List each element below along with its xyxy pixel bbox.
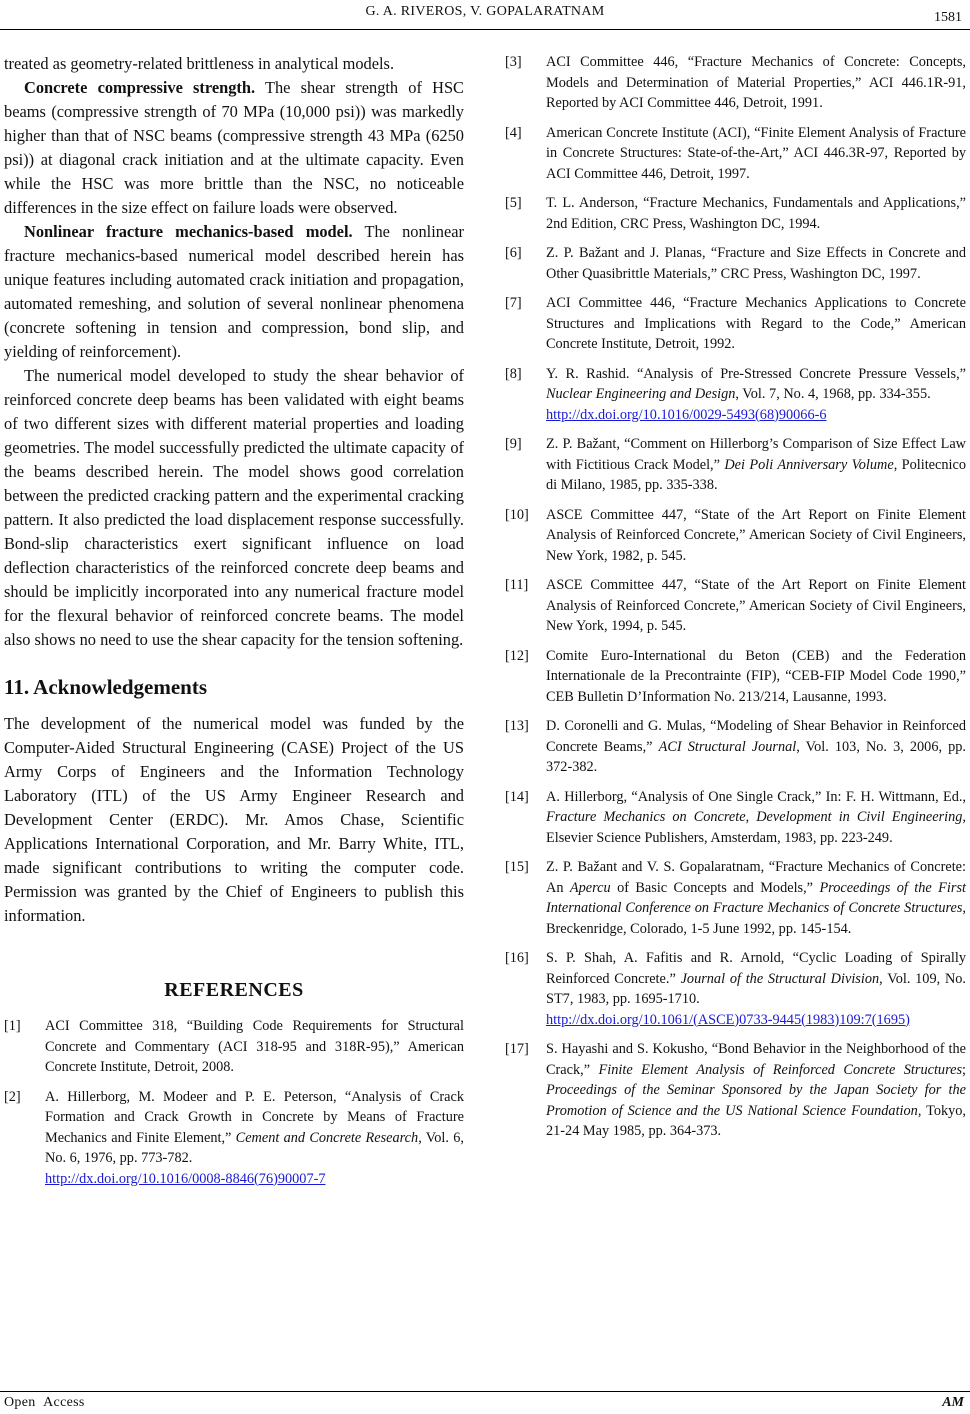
- doi-link[interactable]: http://dx.doi.org/10.1016/0029-5493(68)90066-6: [546, 406, 827, 423]
- left-column: [4, 52, 464, 1198]
- footer-divider: [0, 1391, 970, 1392]
- paragraph-compressive-strength: Concrete compressive strength. The shear strength of HSC beams (compressive strength of 70 MPa (10,000 psi)) was markedly higher than that of NSC beams (compressive strength 43 MPa (6250 psi)) at diagonal crack initiation and at the ultimate capacity. Even while the HSC was more brittle than the NSC, no noticeable differences in the size effect on failure loads were observed.: [4, 78, 464, 217]
- page-number: 1581: [934, 10, 962, 25]
- reference-item: [11] ASCE Committee 447, “State of the Art Report on Finite Element Analysis of Reinforced Concrete,” American Society of Civil Engineers, New York, 1994, p. 545.: [505, 577, 966, 634]
- reference-item: [3] ACI Committee 446, “Fracture Mechanics of Concrete: Concepts, Models and Determination of Material Properties,” ACI 446.1R-91, Reported by ACI Committee 446, Detroit, 1991.: [505, 54, 966, 111]
- doi-link[interactable]: http://dx.doi.org/10.1016/0008-8846(76)90007-7: [45, 1170, 326, 1187]
- right-column: [505, 52, 966, 1151]
- reference-item: [4] American Concrete Institute (ACI), “Finite Element Analysis of Fracture in Concrete Structures: State-of-the-Art,” ACI 446.3R-97, Reported by ACI Committee 446, Detroit, 1997.: [505, 124, 966, 182]
- paragraph-continued: treated as geometry-related brittleness in analytical models.: [4, 54, 395, 73]
- footer-open-access: Open Access: [4, 1395, 85, 1410]
- paragraph-nonlinear-model: Nonlinear fracture mechanics-based model. The nonlinear fracture mechanics-based numerical model described herein has unique features including automated crack initiation and propagation, automated remeshing, and solution of several nonlinear phenomena (concrete softening in tension and compression, bond slip, and yielding of reinforcement).: [4, 222, 464, 361]
- references-heading: REFERENCES: [164, 979, 304, 1001]
- header-divider: [0, 29, 970, 30]
- reference-item: [8] Y. R. Rashid. “Analysis of Pre-Stressed Concrete Pressure Vessels,” Nuclear Engineering and Design, Vol. 7, No. 4, 1968, pp. 334-355. http://dx.doi.org/10.1016/0029-5493(68)90066-6: [505, 364, 966, 426]
- reference-item: [6] Z. P. Bažant and J. Planas, “Fracture and Size Effects in Concrete and Other Quasibrittle Materials,” CRC Press, Washington DC, 1997.: [505, 245, 966, 282]
- running-header-authors: G. A. RIVEROS, V. GOPALARATNAM: [365, 4, 605, 19]
- doi-link[interactable]: http://dx.doi.org/10.1061/(ASCE)0733-9445(1983)109:7(1695): [546, 1011, 910, 1028]
- reference-item: [2] A. Hillerborg, M. Modeer and P. E. Peterson, “Analysis of Crack Formation and Crack Growth in Concrete by Means of Fracture Mechanics and Finite Element,” Cement and Concrete Research, Vol. 6, No. 6, 1976, pp. 773-782. http://dx.doi.org/10.1016/0008-8846(76)90007-7: [4, 1087, 464, 1190]
- reference-item: [15] Z. P. Bažant and V. S. Gopalaratnam, “Fracture Mechanics of Concrete: An Apercu of Basic Concepts and Models,” Proceedings of the First International Conference on Fracture Mechanics of Concrete Structures, Breckenridge, Colorado, 1-5 June 1992, pp. 145-154.: [505, 859, 966, 937]
- reference-item: [17] S. Hayashi and S. Kokusho, “Bond Behavior in the Neighborhood of the Crack,” Finite Element Analysis of Reinforced Concrete Structures; Proceedings of the Seminar Sponsored by the Japan Society for the Promotion of Science and the US National Science Foundation, Tokyo, 21-24 May 1985, pp. 364-373.: [505, 1041, 966, 1139]
- paragraph-acknowledgements: The development of the numerical model was funded by the Computer-Aided Structural Engineering (CASE) Project of the US Army Corps of Engineers and the Information Technology Laboratory (ITL) of the US Army Engineer Research and Development Center (ERDC). Mr. Amos Chase, Scientific Applications International Corporation, and Mr. Barry White, ITL, made significant contributions to writing the computer code. Permission was granted by the Chief of Engineers to publish this information.: [4, 714, 464, 925]
- reference-item: [1] ACI Committee 318, “Building Code Requirements for Structural Concrete and Commentary (ACI 318-95 and 318R-95),” American Concrete Institute, Detroit, 2008.: [4, 1018, 464, 1075]
- footer-journal-abbrev: AM: [942, 1395, 964, 1410]
- run-in-heading: Concrete compressive strength.: [24, 78, 256, 97]
- reference-item: [12] Comite Euro-International du Beton (CEB) and the Federation Internationale de la Precontrainte (FIP), “CEB-FIP Model Code 1990,” CEB Bulletin D’Information No. 213/214, Lausanne, 1993.: [505, 647, 966, 705]
- run-in-heading: Nonlinear fracture mechanics-based model.: [24, 222, 353, 241]
- reference-item: [9] Z. P. Bažant, “Comment on Hillerborg’s Comparison of Size Effect Law with Fictitious Crack Model,” Dei Poli Anniversary Volume, Politecnico di Milano, 1985, pp. 335-338.: [505, 436, 966, 493]
- reference-item: [13] D. Coronelli and G. Mulas, “Modeling of Shear Behavior in Reinforced Concrete Beams,” ACI Structural Journal, Vol. 103, No. 3, 2006, pp. 372-382.: [505, 718, 966, 775]
- reference-item: [10] ASCE Committee 447, “State of the Art Report on Finite Element Analysis of Reinforced Concrete,” American Society of Civil Engineers, New York, 1982, p. 545.: [505, 506, 966, 564]
- reference-item: [5] T. L. Anderson, “Fracture Mechanics, Fundamentals and Applications,” 2nd Edition, CRC Press, Washington DC, 1994.: [505, 195, 966, 232]
- reference-item: [14] A. Hillerborg, “Analysis of One Single Crack,” In: F. H. Wittmann, Ed., Fracture Mechanics on Concrete, Development in Civil Engineering, Elsevier Science Publishers, Amsterdam, 1983, pp. 223-249.: [505, 788, 966, 846]
- paragraph-validation: The numerical model developed to study the shear behavior of reinforced concrete deep beams has been validated with eight beams of two different sizes with different material properties and loading geometries. The model successfully predicted the ultimate capacity of the beams described herein. The model shows good correlation between the predicted cracking pattern and the experimental cracking pattern. It also predicted the load displacement response successfully. Bond-slip characteristics exert significant influence on load deflection characteristics of the reinforced concrete deep beams and should be implicitly incorporated into any numerical fracture model for the flexural behavior of reinforced concrete beams. The model also shows no need to use the shear capacity for the tension softening.: [4, 366, 464, 649]
- reference-item: [16] S. P. Shah, A. Fafitis and R. Arnold, “Cyclic Loading of Spirally Reinforced Concrete.” Journal of the Structural Division, Vol. 109, No. ST7, 1983, pp. 1695-1710. http://dx.doi.org/10.1061/(ASCE)0733-9445(1983)109:7(1695): [505, 948, 966, 1030]
- section-heading-acknowledgements: 11. Acknowledgements: [4, 675, 208, 699]
- reference-item: [7] ACI Committee 446, “Fracture Mechanics Applications to Concrete Structures and Implications with Regard to the Code,” American Concrete Institute, Detroit, 1992.: [505, 295, 966, 352]
